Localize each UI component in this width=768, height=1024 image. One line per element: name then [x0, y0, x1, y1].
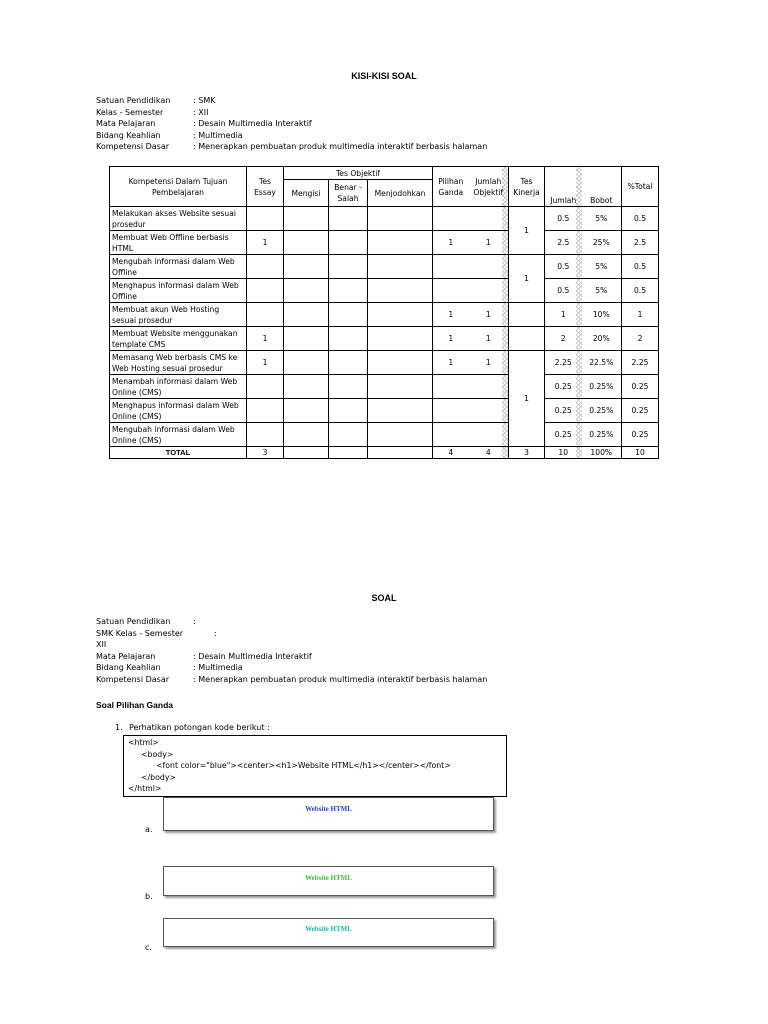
- total-cell: 2.25: [622, 351, 659, 375]
- jumlah-cell: 0.5: [545, 255, 582, 279]
- section-title: Soal Pilihan Ganda: [96, 700, 173, 710]
- kinerja-cell: 1: [509, 207, 545, 255]
- table-row: [110, 303, 659, 327]
- header-jumlah: Jumlah: [545, 167, 582, 207]
- kinerja-cell: 1: [509, 351, 545, 447]
- essay-cell: [247, 423, 284, 447]
- jo-cell: [469, 279, 509, 303]
- total-cell: 0.5: [622, 207, 659, 231]
- table-row: [110, 423, 659, 447]
- jo-cell: [469, 399, 509, 423]
- essay-cell: 1: [247, 231, 284, 255]
- jo-cell: [469, 423, 509, 447]
- option-label-a[interactable]: a.: [145, 825, 153, 834]
- header-bobot: Bobot: [582, 167, 622, 207]
- total-essay: 3: [247, 447, 284, 459]
- pg-cell: 1: [433, 327, 469, 351]
- header-tes-kinerja: Tes Kinerja: [509, 167, 545, 207]
- header-total: %Total: [622, 167, 659, 207]
- header-tes-essay: Tes Essay: [247, 167, 284, 207]
- kompetensi-cell: Melakukan akses Website sesuai prosedur: [110, 207, 247, 231]
- kisi-title: KISI-KISI SOAL: [351, 71, 417, 81]
- info-label: Mata Pelajaran: [96, 119, 156, 128]
- total-label: TOTAL: [110, 447, 247, 459]
- jumlah-cell: 1: [545, 303, 582, 327]
- total-cell: 1: [622, 303, 659, 327]
- jumlah-cell: 0.5: [545, 279, 582, 303]
- option-label-b[interactable]: b.: [145, 892, 153, 901]
- pg-cell: 1: [433, 351, 469, 375]
- answer-option-a-preview[interactable]: [163, 797, 494, 831]
- total-cell: 0.5: [622, 255, 659, 279]
- table-row: [110, 351, 659, 375]
- kompetensi-cell: Memasang Web berbasis CMS ke Web Hosting sesuai prosedur: [110, 351, 247, 375]
- table-row: [110, 327, 659, 351]
- info-value: : Desain Multimedia Interaktif: [193, 119, 312, 128]
- info-label: Kompetensi Dasar: [96, 142, 170, 151]
- bobot-cell: 0.25%: [582, 423, 622, 447]
- kompetensi-cell: Menambah informasi dalam Web Online (CMS): [110, 375, 247, 399]
- table-row: [110, 279, 659, 303]
- kinerja-cell: 1: [509, 255, 545, 303]
- total-cell: 0.25: [622, 399, 659, 423]
- answer-option-b-preview[interactable]: [163, 866, 494, 896]
- kompetensi-cell: Menghapus informasi dalam Web Offline: [110, 279, 247, 303]
- jumlah-cell: 2.5: [545, 231, 582, 255]
- pg-cell: 1: [433, 303, 469, 327]
- info-value: :: [214, 628, 217, 638]
- info-label: Satuan Pendidikan: [96, 96, 171, 105]
- pg-cell: [433, 207, 469, 231]
- jo-cell: 1: [469, 351, 509, 375]
- bobot-cell: 5%: [582, 255, 622, 279]
- bobot-cell: 5%: [582, 207, 622, 231]
- table-row: [110, 207, 659, 231]
- header-menjodohkan: Menjodohkan: [368, 180, 433, 207]
- info-value: : XII: [193, 107, 209, 117]
- question-text: Perhatikan potongan kode berikut :: [129, 723, 270, 732]
- essay-cell: 1: [247, 327, 284, 351]
- pg-cell: [433, 255, 469, 279]
- header-tes-objektif: Tes Objektif: [284, 167, 433, 180]
- pg-cell: [433, 375, 469, 399]
- essay-cell: [247, 255, 284, 279]
- header-kompetensi: Kompetensi Dalam Tujuan Pembelajaran: [110, 167, 247, 207]
- kompetensi-cell: Membuat Web Offline berbasis HTML: [110, 231, 247, 255]
- code-line: <body>: [141, 749, 174, 759]
- kisi-table: [109, 166, 659, 459]
- total-kinerja: 3: [509, 447, 545, 459]
- info-label: Mata Pelajaran: [96, 651, 156, 661]
- bobot-cell: 0.25%: [582, 375, 622, 399]
- total-jumlah: 10: [545, 447, 582, 459]
- header-mengisi: Mengisi: [284, 180, 329, 207]
- code-line: <html>: [128, 738, 159, 747]
- info-value: : Desain Multimedia Interaktif: [193, 651, 312, 661]
- header-benar-salah: Benar - Salah: [329, 180, 368, 207]
- code-line: <font color="blue"><center><h1>Website HTML</h1></center></font>: [156, 761, 451, 770]
- jumlah-cell: 2.25: [545, 351, 582, 375]
- jumlah-cell: 0.25: [545, 399, 582, 423]
- total-pg: 4: [433, 447, 469, 459]
- table-row: [110, 399, 659, 423]
- bobot-cell: 25%: [582, 231, 622, 255]
- header-pilihan-ganda: Pilihan Ganda: [433, 167, 469, 207]
- total-cell: 2.5: [622, 231, 659, 255]
- jo-cell: 1: [469, 231, 509, 255]
- info-label: Bidang Keahlian: [96, 130, 161, 140]
- table-row: [110, 255, 659, 279]
- code-snippet: [123, 735, 507, 797]
- kompetensi-cell: Mengubah informasi dalam Web Online (CMS): [110, 423, 247, 447]
- jo-cell: [469, 207, 509, 231]
- answer-preview-text: Website HTML: [305, 874, 352, 882]
- pg-cell: [433, 423, 469, 447]
- total-total: 10: [622, 447, 659, 459]
- jumlah-cell: 2: [545, 327, 582, 351]
- total-bobot: 100%: [582, 447, 622, 459]
- info-value: : SMK: [193, 96, 216, 105]
- info-value: : Menerapkan pembuatan produk multimedia interaktif berbasis halaman: [193, 674, 488, 684]
- info-value: :: [193, 617, 196, 626]
- jumlah-cell: 0.5: [545, 207, 582, 231]
- jo-cell: 1: [469, 327, 509, 351]
- bobot-cell: 22.5%: [582, 351, 622, 375]
- pg-cell: [433, 399, 469, 423]
- bobot-cell: 0.25%: [582, 399, 622, 423]
- info-label: SMK Kelas - Semester: [96, 628, 184, 638]
- info-label: Satuan Pendidikan: [96, 617, 171, 626]
- jumlah-cell: 0.25: [545, 375, 582, 399]
- essay-cell: 1: [247, 351, 284, 375]
- bobot-cell: 20%: [582, 327, 622, 351]
- pg-cell: 1: [433, 231, 469, 255]
- total-cell: 0.25: [622, 423, 659, 447]
- question-number: 1.: [115, 723, 123, 732]
- header-jumlah-objektif: Jumlah Objektif: [469, 167, 509, 207]
- total-cell: 0.25: [622, 375, 659, 399]
- option-label-c[interactable]: c.: [145, 943, 152, 952]
- info-label: Kompetensi Dasar: [96, 674, 170, 684]
- total-jo: 4: [469, 447, 509, 459]
- soal-title: SOAL: [371, 593, 397, 603]
- answer-preview-text: Website HTML: [305, 805, 352, 813]
- kompetensi-cell: Membuat Website menggunakan template CMS: [110, 327, 247, 351]
- info-value: : Multimedia: [193, 663, 243, 672]
- table-row: [110, 231, 659, 255]
- total-cell: 2: [622, 327, 659, 351]
- code-line: </html>: [128, 784, 162, 793]
- bobot-cell: 10%: [582, 303, 622, 327]
- info-value: : Menerapkan pembuatan produk multimedia interaktif berbasis halaman: [193, 142, 488, 151]
- essay-cell: [247, 375, 284, 399]
- info-label: Kelas - Semester: [96, 107, 164, 117]
- pg-cell: [433, 279, 469, 303]
- kompetensi-cell: Membuat akun Web Hosting sesuai prosedur: [110, 303, 247, 327]
- essay-cell: [247, 279, 284, 303]
- jo-cell: [469, 375, 509, 399]
- jumlah-cell: 0.25: [545, 423, 582, 447]
- info-label: XII: [96, 640, 107, 649]
- soal-info: [96, 616, 656, 685]
- answer-option-c-preview[interactable]: [163, 918, 494, 947]
- essay-cell: [247, 207, 284, 231]
- bobot-cell: 5%: [582, 279, 622, 303]
- total-cell: 0.5: [622, 279, 659, 303]
- kompetensi-cell: Mengubah informasi dalam Web Offline: [110, 255, 247, 279]
- essay-cell: [247, 303, 284, 327]
- answer-preview-text: Website HTML: [305, 925, 352, 933]
- essay-cell: [247, 399, 284, 423]
- info-label: Bidang Keahlian: [96, 663, 161, 672]
- total-row: [110, 447, 659, 459]
- jo-cell: [469, 255, 509, 279]
- kompetensi-cell: Menghapus informasi dalam Web Online (CMS): [110, 399, 247, 423]
- table-row: [110, 375, 659, 399]
- kisi-info: [96, 95, 656, 153]
- code-line: </body>: [141, 772, 176, 782]
- info-value: : Multimedia: [193, 130, 243, 140]
- jo-cell: 1: [469, 303, 509, 327]
